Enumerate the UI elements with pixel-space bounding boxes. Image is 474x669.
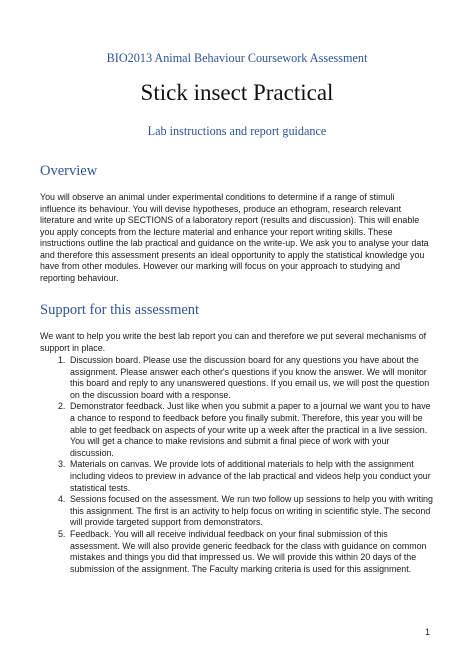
list-item [40, 529, 450, 575]
list-item-number: 5. [58, 528, 66, 539]
list-item-line: Discussion board. Please use the discussion board for any questions you have about the [70, 355, 419, 365]
list-item-line: statistical tests. [70, 482, 131, 493]
list-item-line: Demonstrator feedback. Just like when you submit a paper to a journal we want you to have [70, 401, 431, 412]
overview-heading: Overview [40, 163, 98, 179]
overview-line: influence its behaviour. You will devise hypotheses, produce an ethogram, research relevant [40, 203, 402, 214]
support-heading: Support for this assessment [40, 302, 200, 318]
list-item [40, 401, 450, 459]
list-item-line: mistakes and things you did that impressed us. We will provide this within 20 days of the [70, 552, 417, 563]
list-item-line: assessment. We will also provide generic feedback for the class with guidance on common [70, 540, 427, 551]
list-item-number: 3. [58, 459, 66, 470]
list-item-line: assignment. Please answer each other's questions if you know the answer. We will monitor [70, 366, 427, 377]
list-item-line: this board and reply to any unanswered questions. If you email us, we will post the question [70, 378, 430, 389]
list-item-number: 4. [58, 494, 66, 505]
list-item-line: on the discussion board with a response. [70, 389, 231, 400]
overview-line: reporting behaviour. [40, 272, 119, 283]
overview-line: have from other modules. However our marking will focus on your approach to studying and [40, 261, 401, 271]
page-number: 1 [424, 627, 430, 637]
list-item-line: submission of the assignment. The Faculty marking criteria is used for this assignment. [70, 563, 412, 574]
overview-line: you apply concepts from the lecture material and enhance your report writing skills. These [40, 226, 393, 237]
list-item-line: Sessions focused on the assessment. We run two follow up sessions to help you with writing [70, 494, 433, 505]
list-item-line: You will get a chance to make revisions and submit a final piece of work with your [70, 436, 390, 447]
list-item-line: a chance to respond to feedback before you finally submit. Therefore, this year you will be [70, 412, 423, 423]
list-item [40, 459, 450, 494]
support-intro-line: We want to help you write the best lab report you can and therefore we put several mechanisms of [40, 331, 427, 341]
list-item-line: Materials on canvas. We provide lots of additional materials to help with the assignment [70, 459, 414, 470]
list-item-line: Feedback. You will all receive individual feedback on your final submission of this [70, 528, 388, 539]
list-item [40, 494, 450, 529]
overview-paragraph [40, 192, 440, 284]
list-item-line: discussion. [70, 447, 114, 458]
overview-line: instructions outline the lab practical and guidance on the write-up. We ask you to analyse your data [40, 238, 429, 248]
list-item-line: able to get feedback on aspects of your write up a week after the practical in a live session. [70, 424, 428, 435]
course-header: BIO2013 Animal Behaviour Coursework Assessment [106, 51, 368, 65]
list-item-line: this assignment. The first is an activity to help focus on writing in scientific style. The second [70, 505, 431, 516]
list-item-line: including videos to preview in advance of the lab practical and videos help you conduct your [70, 470, 431, 481]
list-item-number: 2. [58, 401, 66, 412]
support-intro [40, 331, 440, 354]
support-list [40, 355, 450, 575]
support-intro-line: support in place. [40, 342, 106, 353]
list-item-number: 1. [58, 355, 66, 365]
document-subtitle: Lab instructions and report guidance [147, 124, 327, 138]
overview-line: literature and write up SECTIONS of a laboratory report (results and discussion). This will enable [40, 215, 420, 225]
list-item [40, 355, 450, 401]
document-title: Stick insect Practical [140, 80, 334, 105]
overview-line: and therefore this assessment presents an ideal opportunity to apply the statistical knowledge you [40, 249, 425, 260]
overview-line: You will observe an animal under experimental conditions to determine if a range of stimuli [40, 192, 395, 202]
list-item-line: will provide targeted support from demonstrators. [70, 517, 263, 528]
